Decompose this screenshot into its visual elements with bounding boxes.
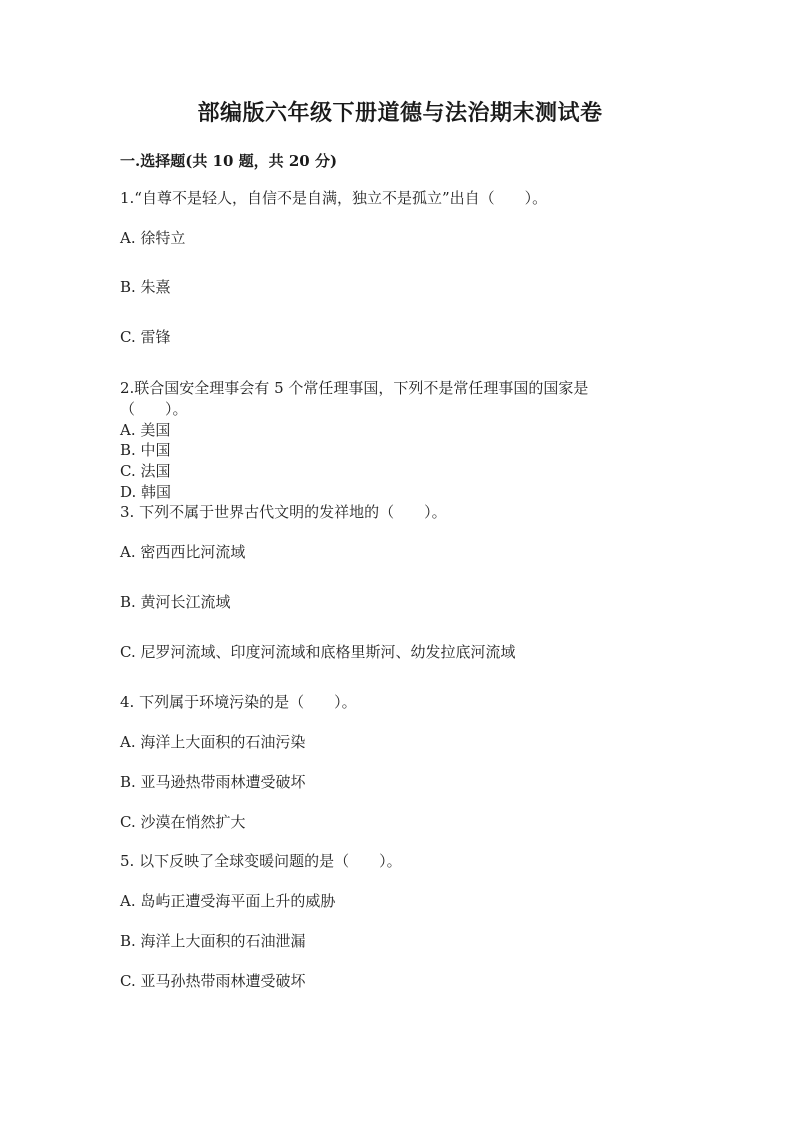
- question-3-stem: 3. 下列不属于世界古代文明的发祥地的（ ）。: [120, 503, 447, 521]
- question-4-option-b: B. 亚马逊热带雨林遭受破坏: [120, 773, 306, 791]
- question-2-option-d: D. 韩国: [120, 483, 172, 501]
- question-4-option-c: C. 沙漠在悄然扩大: [120, 813, 246, 831]
- question-3-option-c: C. 尼罗河流域、印度河流域和底格里斯河、幼发拉底河流域: [120, 643, 516, 661]
- question-5-option-a: A. 岛屿正遭受海平面上升的威胁: [120, 892, 336, 910]
- question-3-option-a: A. 密西西比河流域: [120, 543, 246, 561]
- question-4-stem: 4. 下列属于环境污染的是（ ）。: [120, 693, 357, 711]
- question-5-option-b: B. 海洋上大面积的石油泄漏: [120, 932, 306, 950]
- question-2-option-c: C. 法国: [120, 462, 171, 480]
- question-5-option-c: C. 亚马孙热带雨林遭受破坏: [120, 972, 306, 990]
- question-1-stem: 1.“自尊不是轻人，自信不是自满，独立不是孤立”出自（ ）。: [120, 189, 548, 207]
- question-2-stem-line-1: 2.联合国安全理事会有 5 个常任理事国，下列不是常任理事国的国家是: [120, 379, 589, 397]
- question-5-stem: 5. 以下反映了全球变暖问题的是（ ）。: [120, 852, 402, 870]
- question-1-option-a: A. 徐特立: [120, 229, 186, 247]
- section-heading: 一.选择题(共 10 题，共 20 分): [120, 152, 338, 170]
- question-4-option-a: A. 海洋上大面积的石油污染: [120, 733, 306, 751]
- question-1-option-c: C. 雷锋: [120, 328, 171, 346]
- question-2-stem-line-2: （ ）。: [120, 400, 188, 418]
- question-2-option-b: B. 中国: [120, 441, 171, 459]
- question-2-option-a: A. 美国: [120, 421, 171, 439]
- page-title: 部编版六年级下册道德与法治期末测试卷: [197, 100, 603, 126]
- question-1-option-b: B. 朱熹: [120, 278, 171, 296]
- question-3-option-b: B. 黄河长江流域: [120, 593, 231, 611]
